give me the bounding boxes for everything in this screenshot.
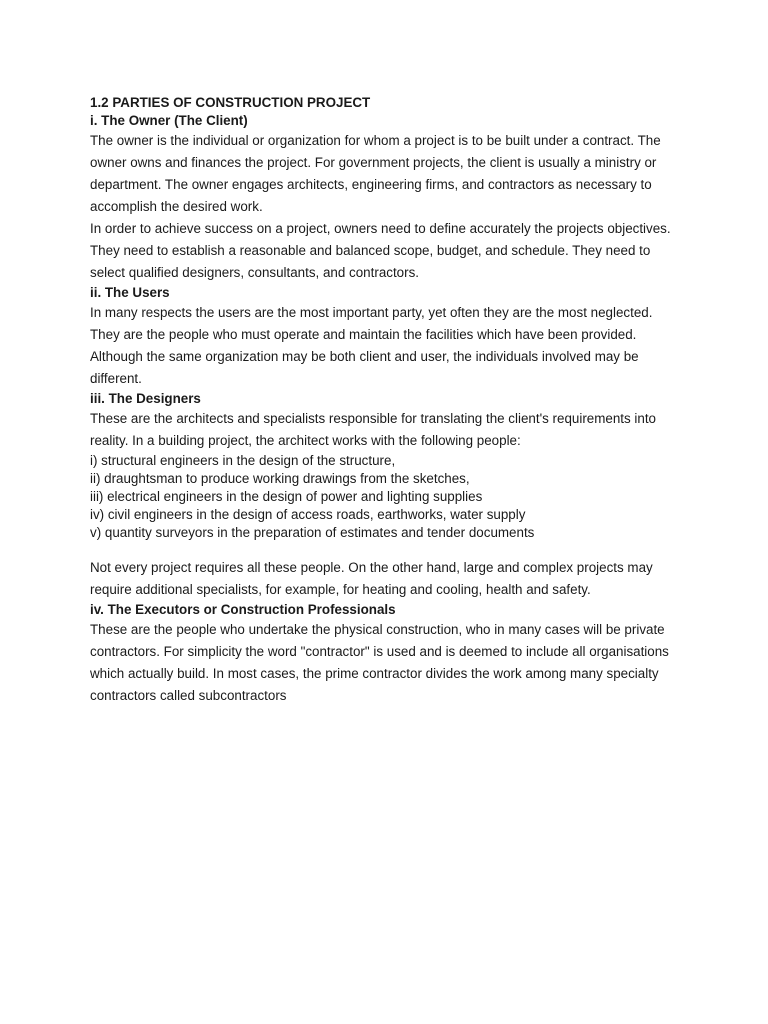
designers-list-item: iii) electrical engineers in the design of power and lighting supplies [90, 489, 483, 504]
section-heading-executors: iv. The Executors or Construction Professionals [90, 602, 396, 617]
owner-paragraph-2: In order to achieve success on a project, owners need to define accurately the projects objectives. They need to establish a reasonable and balanced scope, budget, and schedule. They need to select qualified designers, consultants, and contractors. [90, 221, 671, 280]
users-paragraph: In many respects the users are the most important party, yet often they are the most neglected. They are the people who must operate and maintain the facilities which have been provided. Although the same organization may be both client and user, the individuals involved may be different. [90, 305, 653, 386]
section-heading-owner: i. The Owner (The Client) [90, 113, 248, 128]
section-heading-designers: iii. The Designers [90, 391, 201, 406]
executors-paragraph: These are the people who undertake the physical construction, who in many cases will be private contractors. For simplicity the word "contractor" is used and is deemed to include all organisations which actually build. In most cases, the prime contractor divides the work among many specialty contractors called subcontractors [90, 622, 669, 703]
owner-paragraph-1: The owner is the individual or organization for whom a project is to be built under a contract. The owner owns and finances the project. For government projects, the client is usually a ministry or department. The owner engages architects, engineering firms, and contractors as necessary to accomplish the desired work. [90, 133, 661, 214]
designers-list-item: v) quantity surveyors in the preparation of estimates and tender documents [90, 525, 535, 540]
document-page [90, 94, 682, 707]
designers-list-item: i) structural engineers in the design of the structure, [90, 453, 396, 468]
designers-outro-paragraph: Not every project requires all these people. On the other hand, large and complex projects may require additional specialists, for example, for heating and cooling, health and safety. [90, 560, 653, 597]
designers-list-item: iv) civil engineers in the design of access roads, earthworks, water supply [90, 507, 526, 522]
designers-intro-paragraph: These are the architects and specialists responsible for translating the client's requirements into reality. In a building project, the architect works with the following people: [90, 411, 656, 448]
section-heading-users: ii. The Users [90, 285, 170, 300]
document-title: 1.2 PARTIES OF CONSTRUCTION PROJECT [90, 95, 371, 110]
designers-list-item: ii) draughtsman to produce working drawings from the sketches, [90, 471, 470, 486]
